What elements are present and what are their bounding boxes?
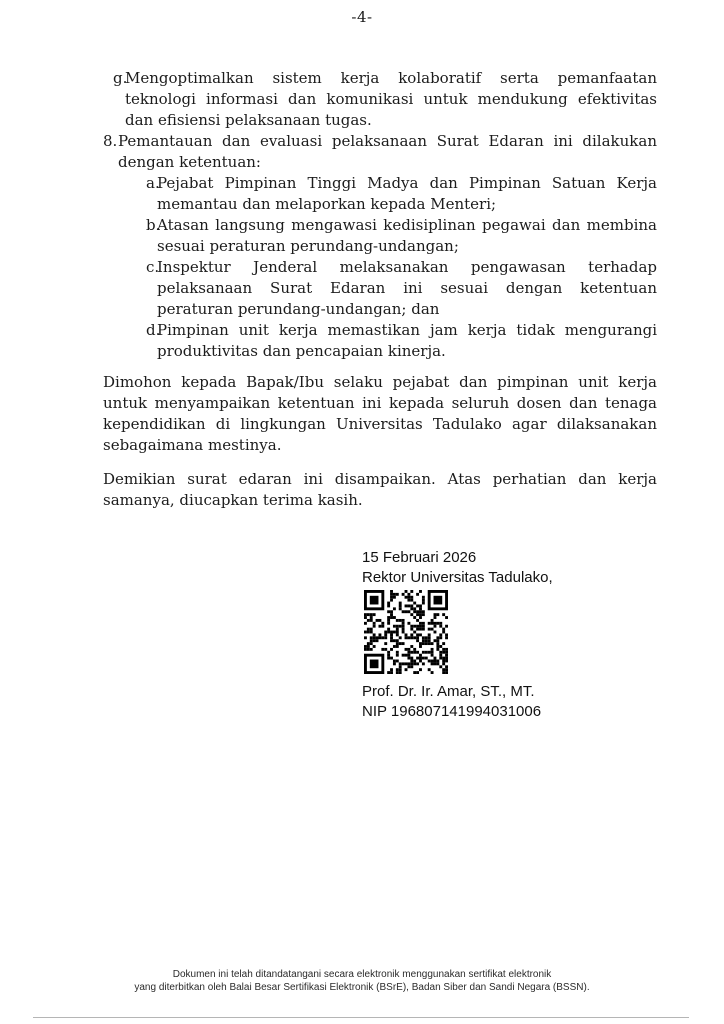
signatory-name: Prof. Dr. Ir. Amar, ST., MT. (362, 683, 535, 700)
sub-list-text-d: Pimpinan unit kerja memastikan jam kerja tidak mengurangi produktivitas dan pencapaian kinerja. (157, 321, 657, 360)
list-item-g (103, 68, 657, 131)
qr-code-icon (362, 590, 450, 674)
sub-list-item-b (103, 215, 657, 257)
signature-title: Rektor Universitas Tadulako, (362, 569, 553, 586)
list-marker-8: 8. (103, 132, 118, 150)
sub-list-marker-a: a. (146, 174, 160, 192)
sub-list-marker-d: d. (146, 321, 161, 339)
sub-list-marker-b: b. (146, 216, 161, 234)
sub-list-text-c: Inspektur Jenderal melaksanakan pengawasan terhadap pelaksanaan Surat Edaran ini sesuai dengan ketentuan peraturan perundang-undangan; dan (157, 258, 657, 318)
sub-list-text-b: Atasan langsung mengawasi kedisiplinan pegawai dan membina sesuai peraturan perundang-undangan; (157, 216, 657, 255)
signature-date: 15 Februari 2026 (362, 549, 477, 566)
paragraph-request: Dimohon kepada Bapak/Ibu selaku pejabat dan pimpinan unit kerja untuk menyampaikan ketentuan ini kepada seluruh dosen dan tenaga kependidikan di lingkungan Universitas Tadulako agar dilaksanakan sebagaimana mestinya. (103, 373, 657, 454)
sub-list-marker-c: c. (146, 258, 160, 276)
list-item-8 (103, 131, 657, 173)
list-marker-g: g. (113, 69, 128, 87)
footer-rule (33, 1017, 689, 1018)
footer-note (0, 968, 724, 994)
paragraph-closing: Demikian surat edaran ini disampaikan. Atas perhatian dan kerja samanya, diucapkan terima kasih. (103, 470, 657, 509)
signature-block (362, 548, 553, 722)
sub-list-item-c (103, 257, 657, 320)
sub-list-text-a: Pejabat Pimpinan Tinggi Madya dan Pimpinan Satuan Kerja memantau dan melaporkan kepada Menteri; (157, 174, 657, 213)
page-number: -4- (351, 8, 373, 26)
sub-list-item-a (103, 173, 657, 215)
footer-line-2: yang diterbitkan oleh Balai Besar Sertifikasi Elektronik (BSrE), Badan Siber dan Sandi Negara (BSSN). (134, 982, 590, 993)
list-text-8: Pemantauan dan evaluasi pelaksanaan Surat Edaran ini dilakukan dengan ketentuan: (118, 132, 657, 171)
letter-body (103, 68, 657, 511)
footer-line-1: Dokumen ini telah ditandatangani secara elektronik menggunakan sertifikat elektronik (172, 969, 552, 980)
list-text-g: Mengoptimalkan sistem kerja kolaboratif serta pemanfaatan teknologi informasi dan komunikasi untuk mendukung efektivitas dan efisiensi pelaksanaan tugas. (125, 69, 657, 129)
signatory-nip: NIP 196807141994031006 (362, 703, 542, 720)
sub-list-item-d (103, 320, 657, 362)
